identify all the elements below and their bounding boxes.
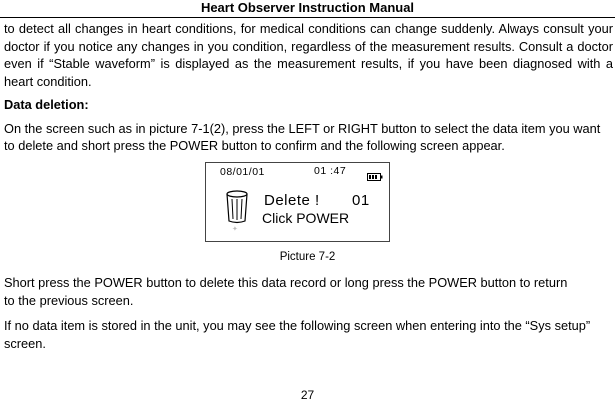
- record-number: 01: [352, 192, 370, 209]
- manual-header: [0, 0, 615, 18]
- trash-bin-icon: [226, 190, 248, 229]
- page-number: 27: [300, 388, 315, 402]
- manual-title: Heart Observer Instruction Manual: [200, 0, 415, 15]
- intro-paragraph: to detect all changes in heart conditions, for medical conditions can change suddenly. Always consult your doctor if you notice any changes in you condition, regardless of the measurement results. Consult a doctor even if “Stable waveform” is displayed as the measurement results, if you have been diagnosed with a heart condition.: [4, 21, 613, 89]
- screen-time: 01 :47: [314, 165, 347, 177]
- screen-sparkle-icon: ✦: [232, 226, 238, 233]
- delete-instruction-line1: Short press the POWER button to delete this data record or long press the POWER button to return: [4, 275, 568, 290]
- battery-icon: [367, 168, 383, 186]
- screen-date: 08/01/01: [220, 166, 265, 178]
- lower-body-text: [4, 274, 613, 352]
- body-text: [4, 20, 613, 155]
- figure-caption: Picture 7-2: [279, 251, 336, 263]
- delete-instruction-line2: to the previous screen.: [4, 292, 134, 308]
- section-heading: Data deletion:: [4, 97, 89, 112]
- click-power-prompt: Click POWER: [262, 210, 350, 226]
- delete-prompt: Delete !: [264, 192, 320, 209]
- device-screen-figure: [205, 162, 390, 242]
- no-data-paragraph: If no data item is stored in the unit, you may see the following screen when entering into the “Sys setup” screen.: [4, 318, 591, 351]
- select-paragraph: On the screen such as in picture 7-1(2), press the LEFT or RIGHT button to select the data item you want to delete and short press the POWER button to confirm and the following screen appear.: [4, 120, 601, 153]
